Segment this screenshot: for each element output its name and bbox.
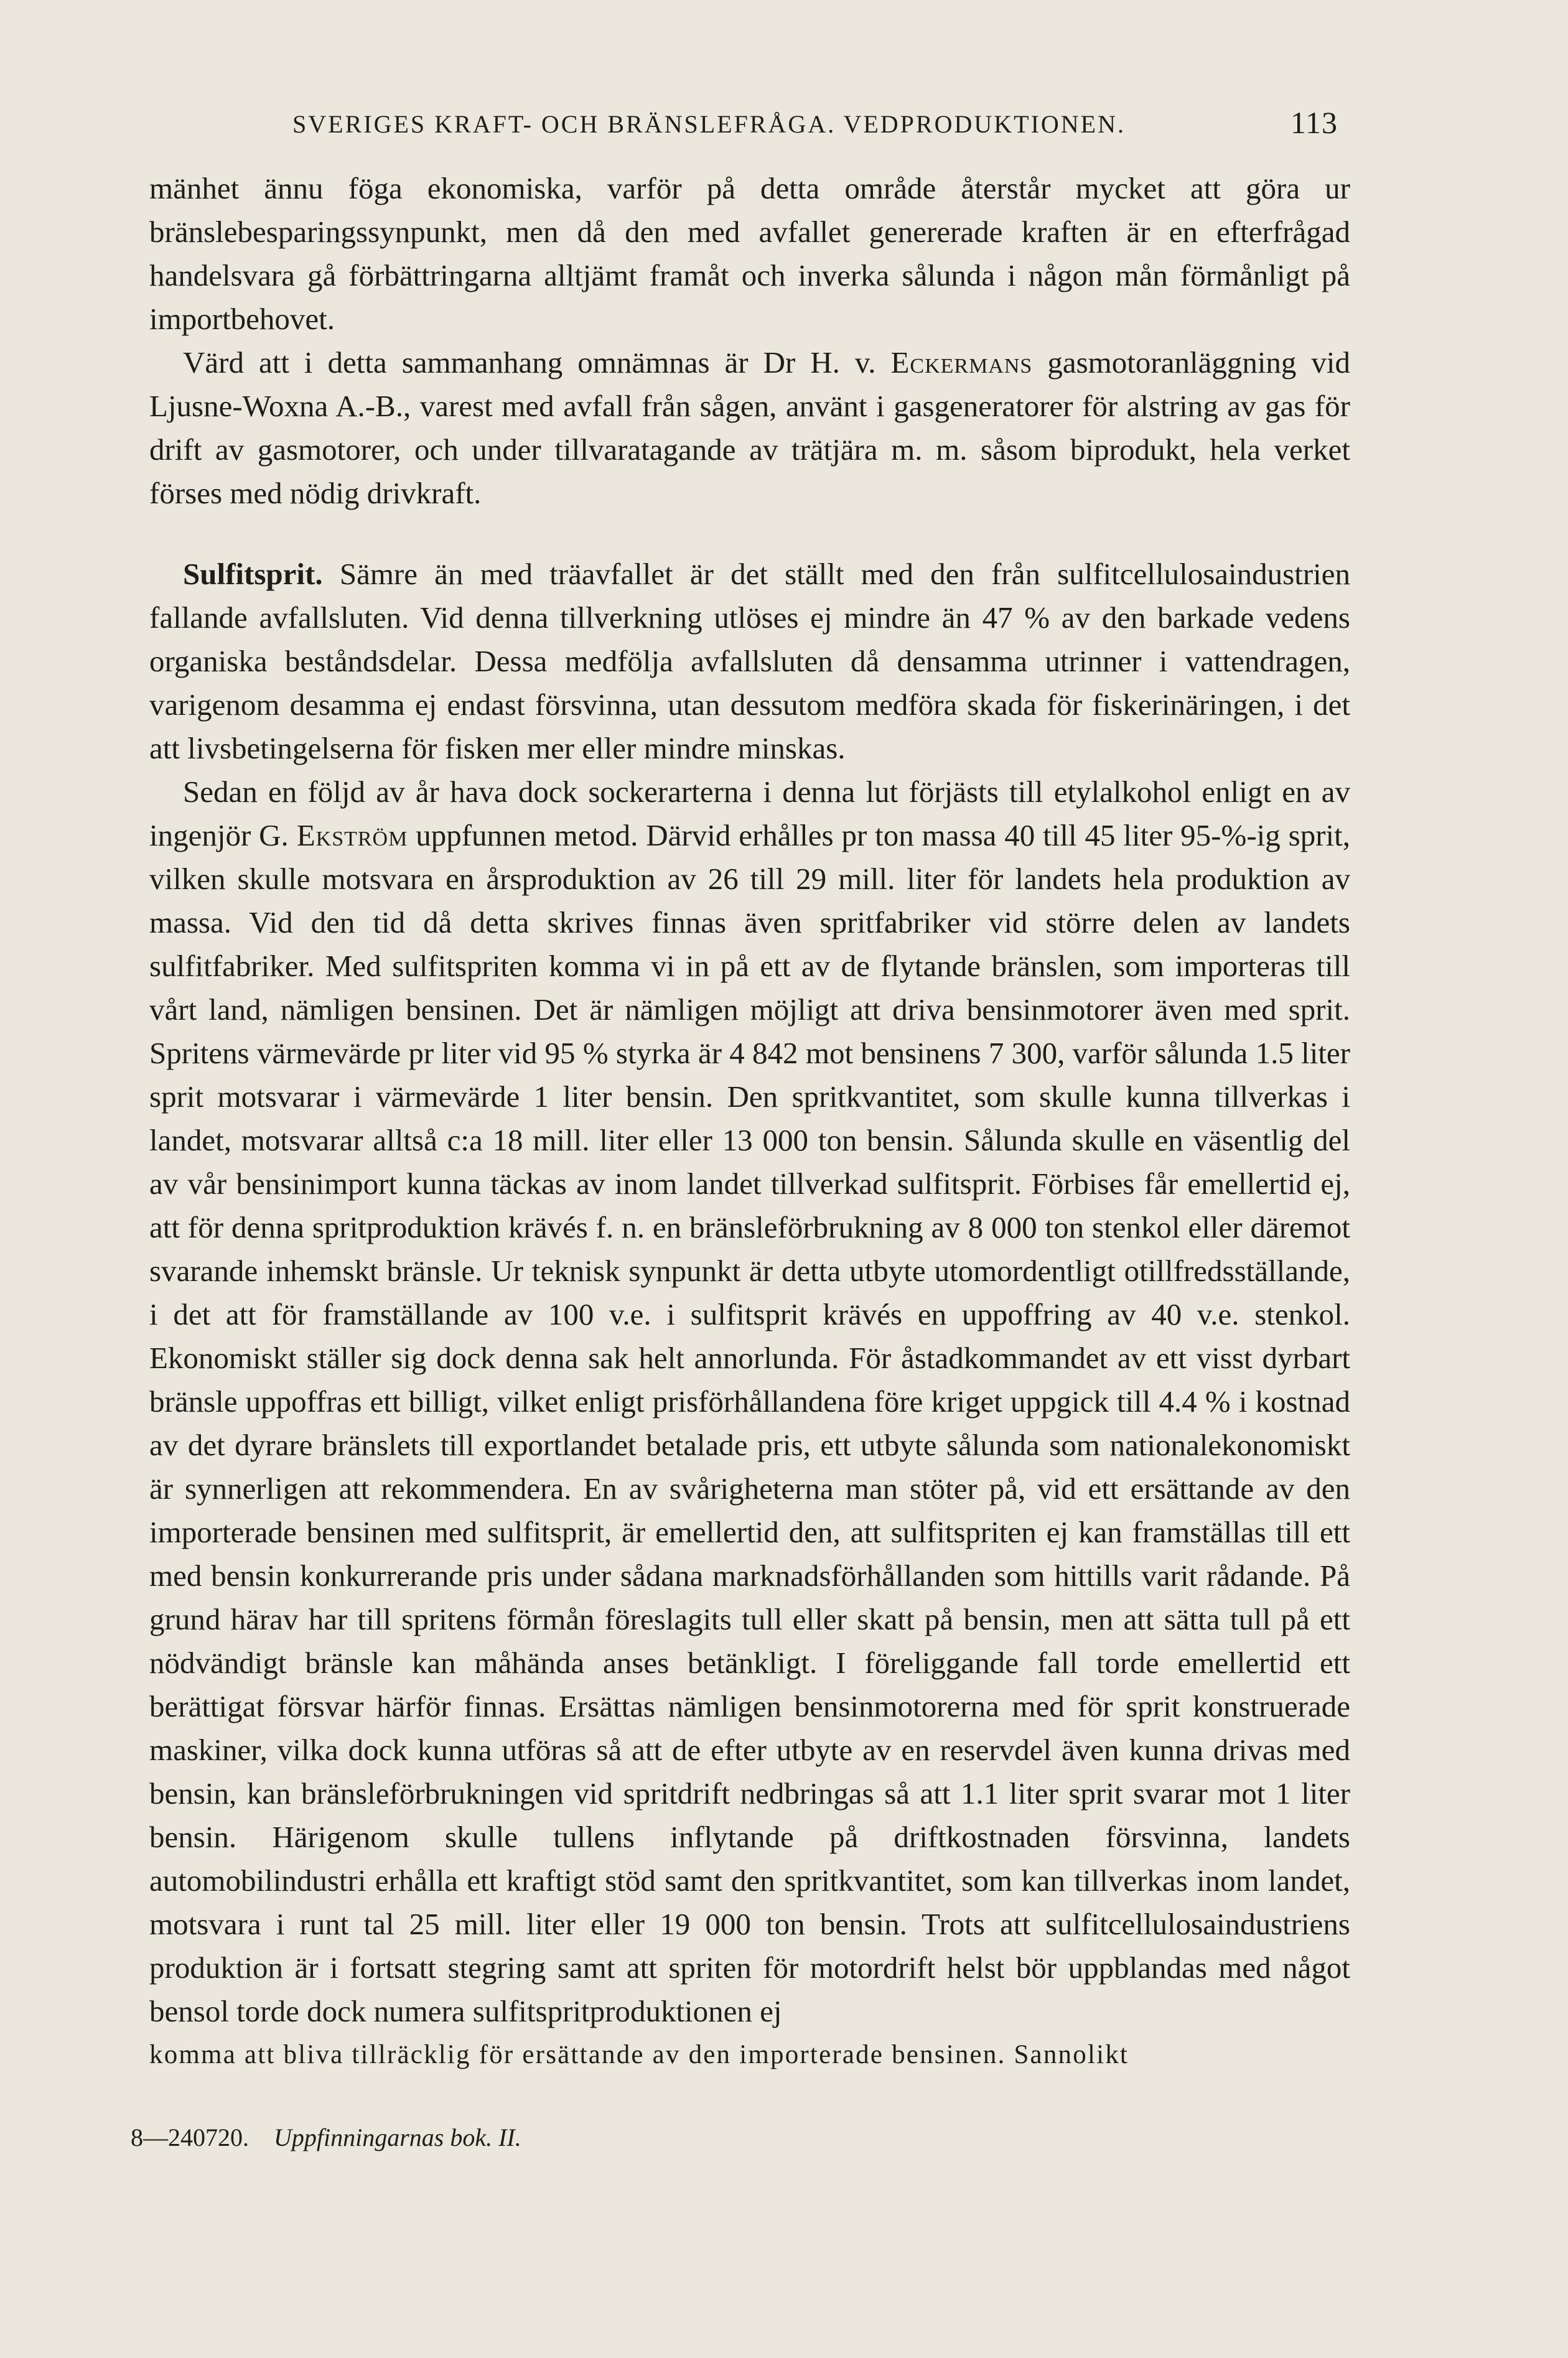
paragraph-4-text-b: uppfunnen metod. Därvid erhålles pr ton massa 40 till 45 liter 95-%-ig sprit, vilken skulle motsvara en årsproduktion av 26 till 29 mill. liter för landets hela produktion av massa. Vid den tid då detta skrives finnas även spritfabriker vid större delen av landets sulfitfabriker. Med sulfitspriten komma vi in på ett av de flytande bränslen, som importeras till vårt land, nämligen bensinen. Det är nämligen möjligt att driva bensinmotorer även med sprit. Spritens värmevärde pr liter vid 95 % styrka är 4 842 mot bensinens 7 300, varför sålunda 1.5 liter sprit motsvarar i värmevärde 1 liter bensin. Den spritkvantitet, som skulle kunna tillverkas i landet, motsvarar alltså c:a 18 mill. liter eller 13 000 ton bensin. Sålunda skulle en väsentlig del av vår bensinimport kunna täckas av inom landet tillverkad sulfitsprit. Förbises får emellertid ej, att för denna spritproduktion krävés f. n. en bränsleförbrukning av 8 000 ton stenkol eller däremot svarande inhemskt bränsle. Ur teknisk synpunkt är detta utbyte utomordentligt otillfredsställande, i det att för framställande av 100 v.e. i sulfitsprit krävés en uppoffring av 40 v.e. stenkol. Ekonomiskt ställer sig dock denna sak helt annorlunda. För åstadkommandet av ett visst dyrbart bränsle uppoffras ett billigt, vilket enligt prisförhållandena före kriget uppgick till 4.4 % i kostnad av det dyrare bränslets till exportlandet betalade pris, ett utbyte sålunda som nationalekonomiskt är synnerligen att rekommendera. En av svårigheterna man stöter på, vid ett ersättande av den importerade bensinen med sulfitsprit, är emellertid den, att sulfitspriten ej kan framställas till ett med bensin konkurrerande pris under sådana marknadsförhållanden som hittills varit rådande. På grund härav har till spritens förmån föreslagits tull eller skatt på bensin, men att sätta tull på ett nödvändigt bränsle kan måhända anses betänkligt. I föreliggande fall torde emellertid ett berättigat försvar härför finnas. Ersättas nämligen bensinmotorerna med för sprit konstruerade maskiner, vilka dock kunna utföras så att de efter utbyte av en reservdel även kunna drivas med bensin, kan bränsleförbrukningen vid spritdrift nedbringas så att 1.1 liter sprit svarar mot 1 liter bensin. Härigenom skulle tullens inflytande på driftkostnaden försvinna, landets automobilindustri erhålla ett kraftigt stöd samt den spritkvantitet, som kan tillverkas inom landet, motsvara i runt tal 25 mill. liter eller 19 000 ton bensin. Trots att sulfitcellulosaindustriens produktion är i fortsatt stegring samt att spriten för motordrift helst bör uppblandas med något bensol torde dock numera sulfitspritproduktionen ej <box>149 818 1350 2028</box>
paragraph-1-text: mänhet ännu föga ekonomiska, varför på detta område återstår mycket att göra ur bränslebesparingssynpunkt, men då den med avfallet genererade kraften är en efterfrågad handelsvara gå förbättringarna alltjämt framåt och inverka sålunda i någon mån förmånligt på importbehovet. <box>149 171 1350 336</box>
paragraph-continuation <box>149 167 1350 341</box>
book-title: Uppfinningarnas bok. II. <box>274 2123 521 2151</box>
person-name-ekstrom: Ekström <box>296 818 408 852</box>
person-name-eckermans: Eckermans <box>890 345 1033 380</box>
page-header <box>292 105 1338 142</box>
running-head: SVERIGES KRAFT- OCH BRÄNSLEFRÅGA. VEDPRODUKTIONEN. <box>292 110 1126 138</box>
paragraph-sulfitsprit <box>149 552 1350 770</box>
body-text <box>149 167 1350 2077</box>
paragraph-4-text-a: Sedan en följd av år hava dock sockerarterna i denna lut förjästs till etylalkohol enligt en av ingenjör G. <box>149 775 1350 852</box>
paragraph-last-line <box>149 2033 1350 2077</box>
paragraph-2-text-b: gasmotoranläggning vid Ljusne-Woxna A.-B., varest med avfall från sågen, använt i gasgeneratorer för alstring av gas för drift av gasmotorer, och under tillvaratagande av trätjära m. m. såsom biprodukt, hela verket förses med nödig drivkraft. <box>149 345 1351 510</box>
page-footer <box>131 2123 521 2152</box>
section-heading-sulfitsprit: Sulfitsprit. <box>183 557 323 591</box>
page-number: 113 <box>1290 105 1338 140</box>
paragraph-ekstrom <box>149 770 1350 2033</box>
printer-signature: 8—240720. <box>131 2123 249 2151</box>
paragraph-2-text-a: Värd att i detta sammanhang omnämnas är Dr H. v. <box>183 345 876 380</box>
paragraph-last-line-text: komma att bliva tillräcklig för ersättande av den importerade bensinen. Sannolikt <box>149 2040 1129 2069</box>
paragraph-eckerman <box>149 341 1350 515</box>
paragraph-3-text: Sämre än med träavfallet är det ställt med den från sulfitcellulosaindustrien fallande avfallsluten. Vid denna tillverkning utlöses ej mindre än 47 % av den barkade vedens organiska beståndsdelar. Dessa medfölja avfallsluten då densamma utrinner i vattendragen, varigenom desamma ej endast försvinna, utan dessutom medföra skada för fiskerinäringen, i det att livsbetingelserna för fisken mer eller mindre minskas. <box>149 557 1351 765</box>
